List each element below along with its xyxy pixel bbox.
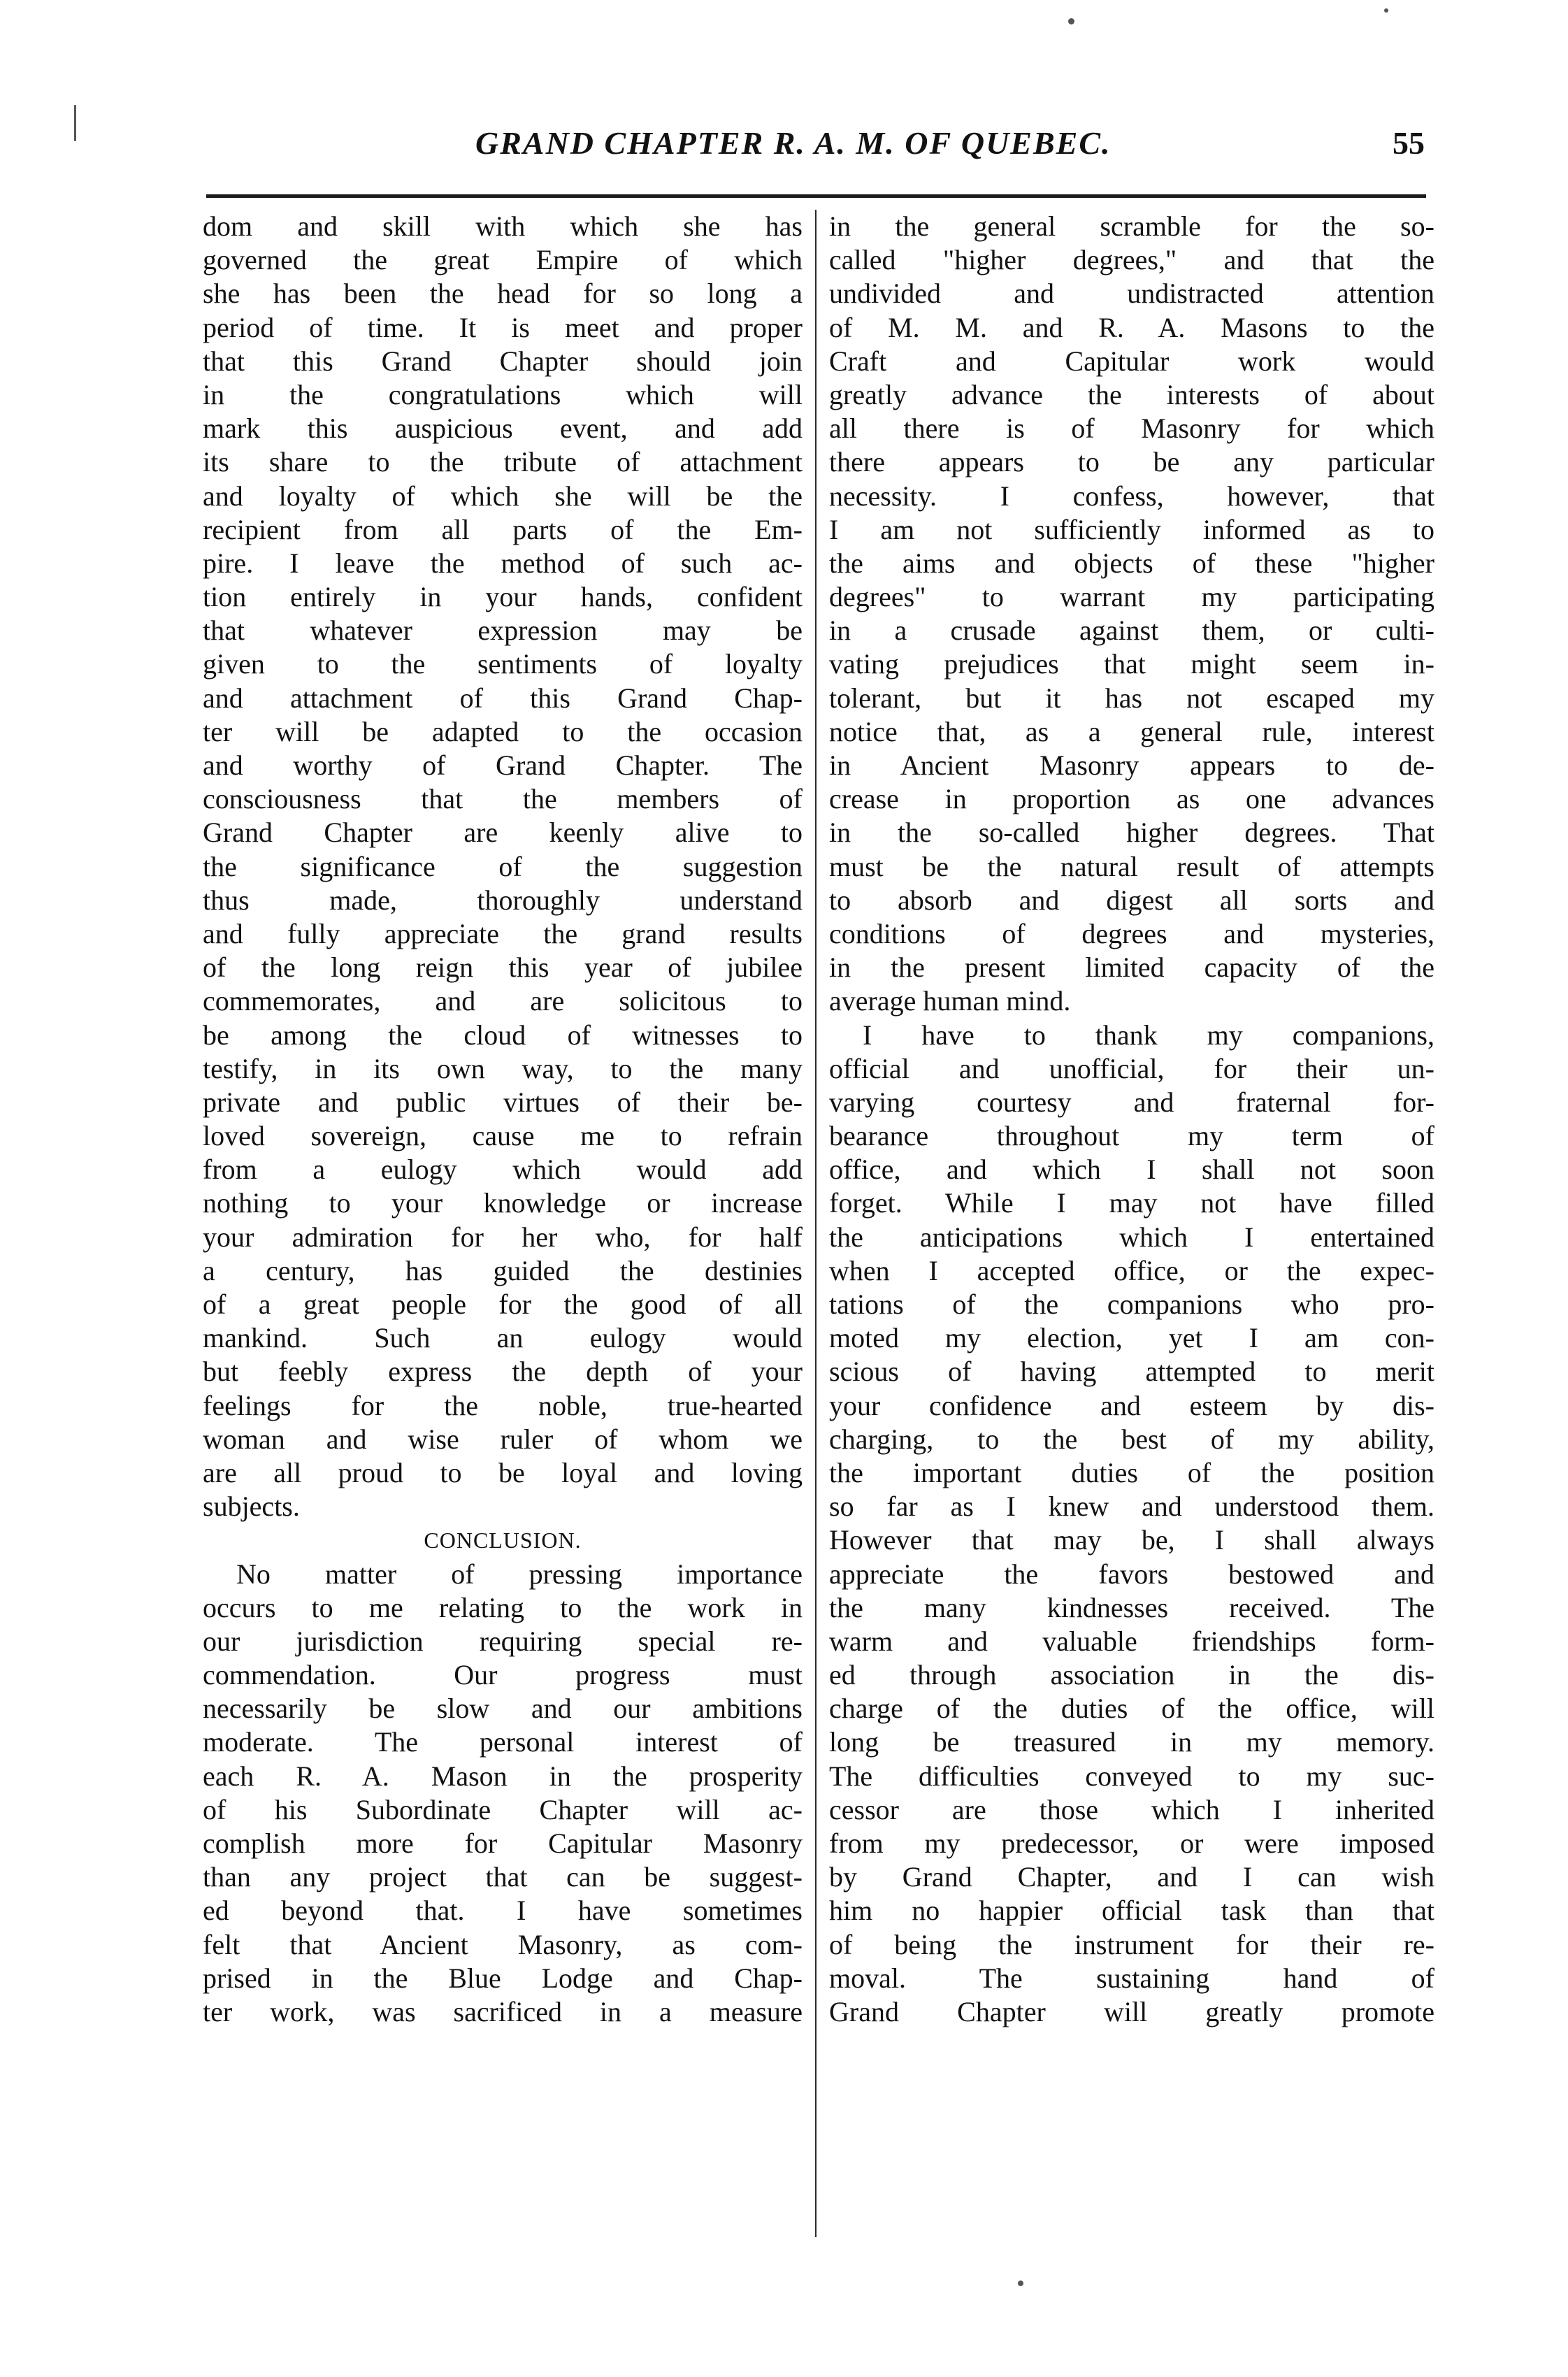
text-line: than any project that can be suggest- (203, 1861, 803, 1893)
text-line: she has been the head for so long a (203, 278, 803, 310)
text-line: recipient from all parts of the Em- (203, 513, 803, 545)
text-line: thus made, thoroughly understand (203, 884, 803, 916)
page-number: 55 (1393, 125, 1425, 161)
text-line: of the long reign this year of jubilee (203, 951, 803, 984)
text-line: the important duties of the position (829, 1456, 1434, 1488)
text-line: long be treasured in my memory. (829, 1726, 1434, 1758)
text-line: forget. While I may not have filled (829, 1187, 1434, 1219)
text-line: but feebly express the depth of your (203, 1356, 803, 1388)
text-line: bearance throughout my term of (829, 1120, 1434, 1152)
text-line: period of time. It is meet and proper (203, 311, 803, 343)
text-line: in the so-called higher degrees. That (829, 817, 1434, 849)
text-line: when I accepted office, or the expec- (829, 1254, 1434, 1286)
text-line: appreciate the favors bestowed and (829, 1558, 1434, 1590)
text-line: our jurisdiction requiring special re- (203, 1625, 803, 1657)
text-line: the many kindnesses received. The (829, 1591, 1434, 1623)
text-line: tolerant, but it has not escaped my (829, 682, 1434, 714)
right-paragraph-2 (829, 1019, 1434, 2030)
text-line: in the general scramble for the so- (829, 210, 1434, 242)
text-line: occurs to me relating to the work in (203, 1591, 803, 1623)
text-line: feelings for the noble, true-hearted (203, 1389, 803, 1421)
text-line: ed beyond that. I have sometimes (203, 1895, 803, 1927)
text-line: in Ancient Masonry appears to de- (829, 749, 1434, 781)
text-line: charge of the duties of the office, will (829, 1693, 1434, 1725)
text-line: in the congratulations which will (203, 378, 803, 410)
text-line: and loyalty of which she will be the (203, 480, 803, 512)
text-line: of his Subordinate Chapter will ac- (203, 1793, 803, 1825)
text-line: of M. M. and R. A. Masons to the (829, 311, 1434, 343)
text-line: in the present limited capacity of the (829, 951, 1434, 984)
text-line: necessarily be slow and our ambitions (203, 1693, 803, 1725)
text-line: dom and skill with which she has (203, 210, 803, 242)
text-line: that whatever expression may be (203, 615, 803, 647)
text-line: nothing to your knowledge or increase (203, 1187, 803, 1219)
left-paragraph-2 (203, 1558, 803, 2030)
text-line: greatly advance the interests of about (829, 378, 1434, 410)
text-line: subjects. (203, 1491, 300, 1523)
column-divider (815, 210, 817, 2237)
left-column (203, 210, 803, 2029)
text-line: degrees" to warrant my participating (829, 581, 1434, 613)
text-line: to absorb and digest all sorts and (829, 884, 1434, 916)
text-line: of a great people for the good of all (203, 1288, 803, 1320)
text-line: pire. I leave the method of such ac- (203, 547, 803, 579)
text-line: crease in proportion as one advances (829, 783, 1434, 815)
text-line: and attachment of this Grand Chap- (203, 682, 803, 714)
text-line: commemorates, and are solicitous to (203, 985, 803, 1017)
text-line: be among the cloud of witnesses to (203, 1019, 803, 1051)
header-rule (206, 194, 1426, 198)
text-line: governed the great Empire of which (203, 244, 803, 276)
text-line: felt that Ancient Masonry, as com- (203, 1928, 803, 1960)
text-line: official and unofficial, for their un- (829, 1052, 1434, 1084)
ink-speck (1384, 8, 1388, 13)
text-line: the aims and objects of these "higher (829, 547, 1434, 579)
text-line: necessity. I confess, however, that (829, 480, 1434, 512)
text-line: cessor are those which I inherited (829, 1793, 1434, 1825)
text-line: moval. The sustaining hand of (829, 1962, 1434, 1994)
text-line: there appears to be any particular (829, 446, 1434, 478)
text-line: ed through association in the dis- (829, 1659, 1434, 1691)
text-line: varying courtesy and fraternal for- (829, 1086, 1434, 1118)
text-line: complish more for Capitular Masonry (203, 1827, 803, 1859)
text-line: consciousness that the members of (203, 783, 803, 815)
text-line: ter will be adapted to the occasion (203, 715, 803, 747)
text-line: in a crusade against them, or culti- (829, 615, 1434, 647)
running-title: GRAND CHAPTER R. A. M. OF QUEBEC. (475, 125, 1112, 161)
text-line: all there is of Masonry for which (829, 412, 1434, 445)
text-line: given to the sentiments of loyalty (203, 648, 803, 680)
text-line: are all proud to be loyal and loving (203, 1456, 803, 1488)
text-line: conditions of degrees and mysteries, (829, 917, 1434, 949)
text-line: prised in the Blue Lodge and Chap- (203, 1962, 803, 1994)
text-line: The difficulties conveyed to my suc- (829, 1760, 1434, 1792)
text-line: charging, to the best of my ability, (829, 1423, 1434, 1455)
text-line: tations of the companions who pro- (829, 1288, 1434, 1320)
text-line: your admiration for her who, for half (203, 1221, 803, 1253)
text-line: No matter of pressing importance (236, 1558, 803, 1590)
ink-speck (1018, 2281, 1023, 2286)
text-line: moderate. The personal interest of (203, 1726, 803, 1758)
text-line: and worthy of Grand Chapter. The (203, 749, 803, 781)
text-line: must be the natural result of attempts (829, 850, 1434, 882)
text-line: the anticipations which I entertained (829, 1221, 1434, 1253)
text-line: I have to thank my companions, (863, 1019, 1434, 1051)
margin-mark (74, 105, 76, 141)
text-line: a century, has guided the destinies (203, 1254, 803, 1286)
text-line: vating prejudices that might seem in- (829, 648, 1434, 680)
ink-speck (1068, 18, 1074, 24)
text-line: mark this auspicious event, and add (203, 412, 803, 445)
text-line: commendation. Our progress must (203, 1659, 803, 1691)
text-line: average human mind. (829, 985, 1071, 1017)
text-line: scious of having attempted to merit (829, 1356, 1434, 1388)
text-line: Grand Chapter are keenly alive to (203, 817, 803, 849)
right-column (829, 210, 1434, 2029)
text-line: called "higher degrees," and that the (829, 244, 1434, 276)
left-paragraph-1 (203, 210, 803, 1523)
text-line: tion entirely in your hands, confident (203, 581, 803, 613)
section-heading-conclusion: CONCLUSION. (424, 1528, 582, 1553)
text-line: and fully appreciate the grand results (203, 917, 803, 949)
text-line: private and public virtues of their be- (203, 1086, 803, 1118)
text-line: from a eulogy which would add (203, 1154, 803, 1186)
text-line: the significance of the suggestion (203, 850, 803, 882)
text-line: him no happier official task than that (829, 1895, 1434, 1927)
text-line: Craft and Capitular work would (829, 345, 1434, 377)
text-line: so far as I knew and understood them. (829, 1491, 1434, 1523)
text-line: office, and which I shall not soon (829, 1154, 1434, 1186)
text-line: notice that, as a general rule, interest (829, 715, 1434, 747)
text-line: ter work, was sacrificed in a measure (203, 1995, 803, 2027)
text-line: its share to the tribute of attachment (203, 446, 803, 478)
text-line: mankind. Such an eulogy would (203, 1322, 803, 1354)
text-line: Grand Chapter will greatly promote (829, 1995, 1434, 2027)
text-line: by Grand Chapter, and I can wish (829, 1861, 1434, 1893)
text-line: I am not sufficiently informed as to (829, 513, 1434, 545)
text-line: your confidence and esteem by dis- (829, 1389, 1434, 1421)
text-line: each R. A. Mason in the prosperity (203, 1760, 803, 1792)
text-line: testify, in its own way, to the many (203, 1052, 803, 1084)
text-line: warm and valuable friendships form- (829, 1625, 1434, 1657)
text-line: that this Grand Chapter should join (203, 345, 803, 377)
text-line: of being the instrument for their re- (829, 1928, 1434, 1960)
text-line: from my predecessor, or were imposed (829, 1827, 1434, 1859)
text-line: However that may be, I shall always (829, 1524, 1434, 1556)
text-line: undivided and undistracted attention (829, 278, 1434, 310)
text-line: moted my election, yet I am con- (829, 1322, 1434, 1354)
text-line: loved sovereign, cause me to refrain (203, 1120, 803, 1152)
right-paragraph-1 (829, 210, 1434, 1019)
text-line: woman and wise ruler of whom we (203, 1423, 803, 1455)
